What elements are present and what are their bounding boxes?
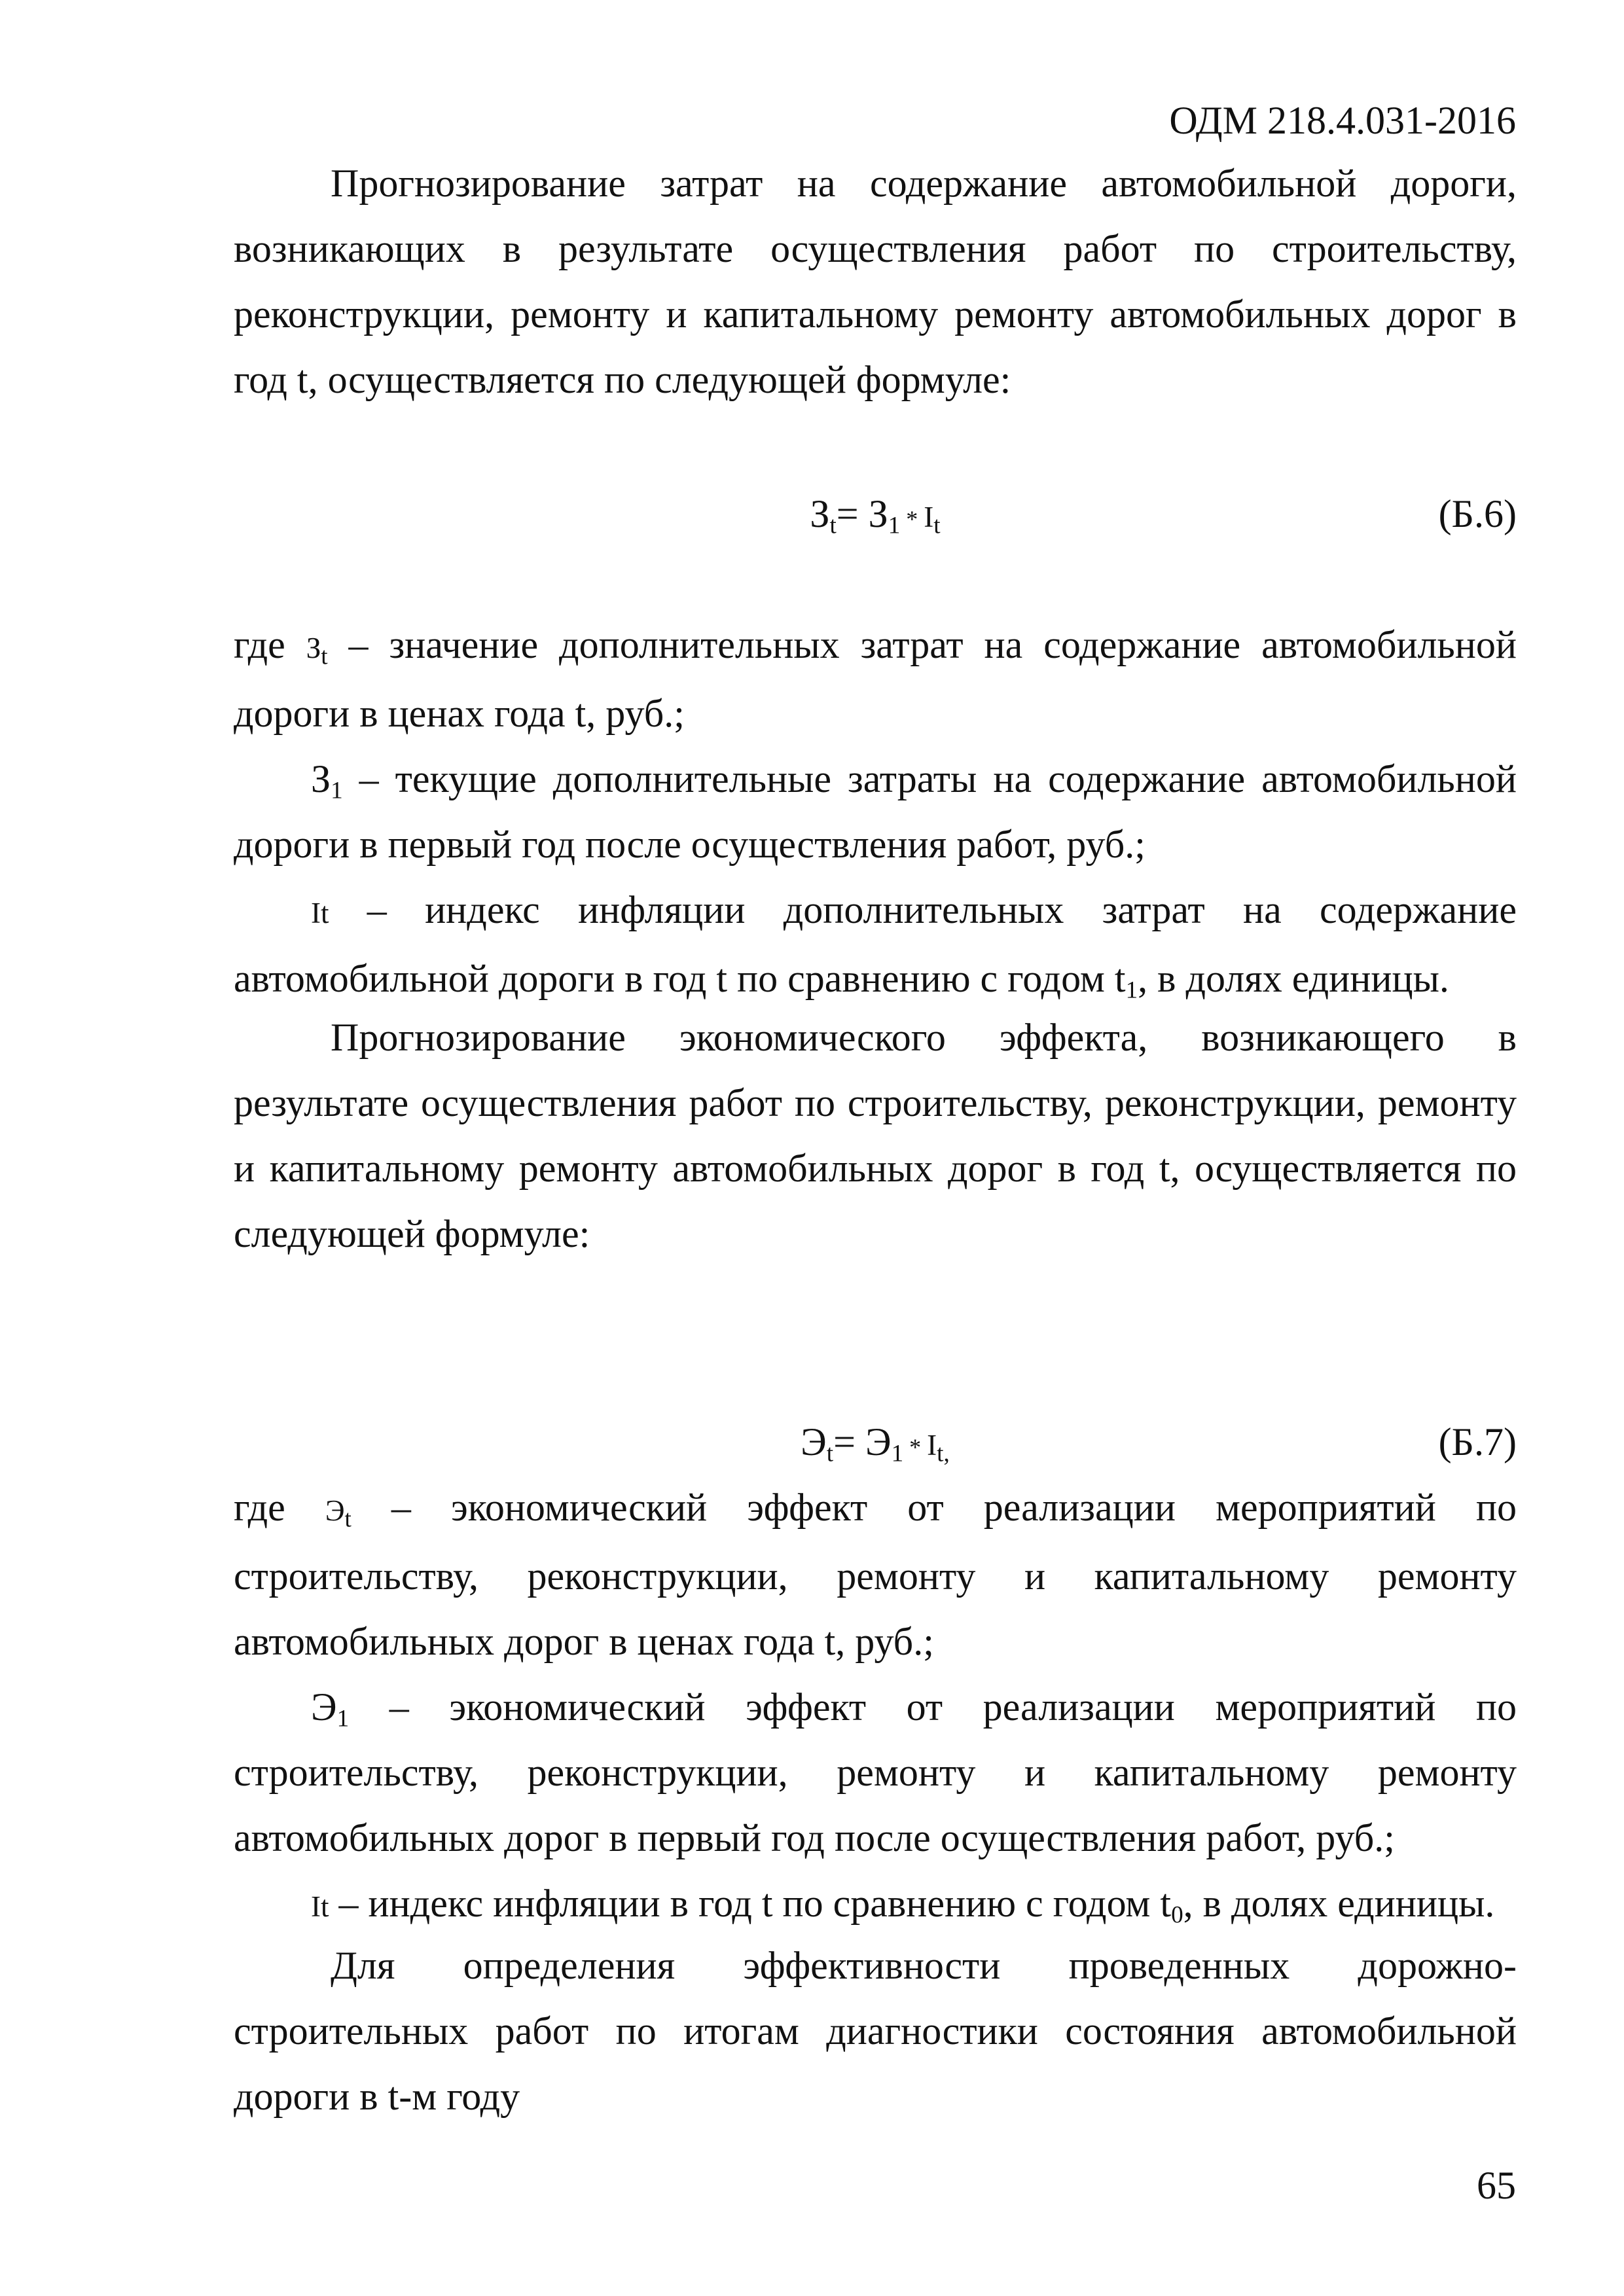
definition-b6-it: It – индекс инфляции дополнительных затрат на содержание автомобильной дороги в год t по сравнению с годом $t_1$, в долях единицы.: [234, 888, 1517, 1004]
formula-b7-number: (Б.7): [1438, 1420, 1517, 1463]
page-number: 65: [1477, 2164, 1516, 2207]
formula-b7: [234, 1409, 1517, 1475]
paragraph-efficiency: Для определения эффективности проведенных дорожно-строительных работ по итогам диагностики состояния автомобильной дороги в t-м году: [234, 1944, 1517, 2118]
definitions-b6: [234, 612, 1517, 1011]
definition-b6-z1: $З_1$ – текущие дополнительные затраты на содержание автомобильной дороги в первый год после осуществления работ, руб.;: [234, 757, 1517, 866]
definition-b7-e1: $Э_1$ – экономический эффект от реализации мероприятий по строительству, реконструкции, ремонту и капитальному ремонту автомобильных дорог в первый год после осуществления работ, руб.;: [234, 1685, 1517, 1859]
formula-b7-expression: $Э_t= Э_1 * I_{t,}$: [801, 1420, 950, 1467]
text-block-2: [234, 1005, 1517, 1266]
definition-b7-et: где $Э_t$ – экономический эффект от реализации мероприятий по строительству, реконструкции, ремонту и капитальному ремонту автомобильных дорог в ценах года t, руб.;: [234, 1486, 1517, 1663]
formula-b6-expression: $З_t= З_1 * I_t$: [810, 492, 941, 539]
formula-b6: [234, 481, 1517, 547]
definition-b7-it: It – индекс инфляции в год t по сравнению с годом $t_0$, в долях единицы.: [311, 1882, 1495, 1929]
formula-b6-number: (Б.6): [1438, 492, 1517, 535]
text-block-1: [234, 151, 1517, 412]
definition-b6-zt: где $З_t$ – значение дополнительных затрат на содержание автомобильной дороги в ценах года t, руб.;: [234, 623, 1517, 735]
document-code: ОДМ 218.4.031-2016: [1169, 99, 1516, 142]
paragraph-effect-forecast: Прогнозирование экономического эффекта, возникающего в результате осуществления работ по строительству, реконструкции, ремонту и капитальному ремонту автомобильных дорог в год t, осуществляется по следующей формуле:: [234, 1016, 1517, 1255]
definitions-b7: [234, 1475, 1517, 1939]
text-block-3: [234, 1933, 1517, 2129]
paragraph-cost-forecast: Прогнозирование затрат на содержание автомобильной дороги, возникающих в результате осуществления работ по строительству, реконструкции, ремонту и капитальному ремонту автомобильных дорог в год t, осуществляется по следующей формуле:: [234, 162, 1517, 401]
